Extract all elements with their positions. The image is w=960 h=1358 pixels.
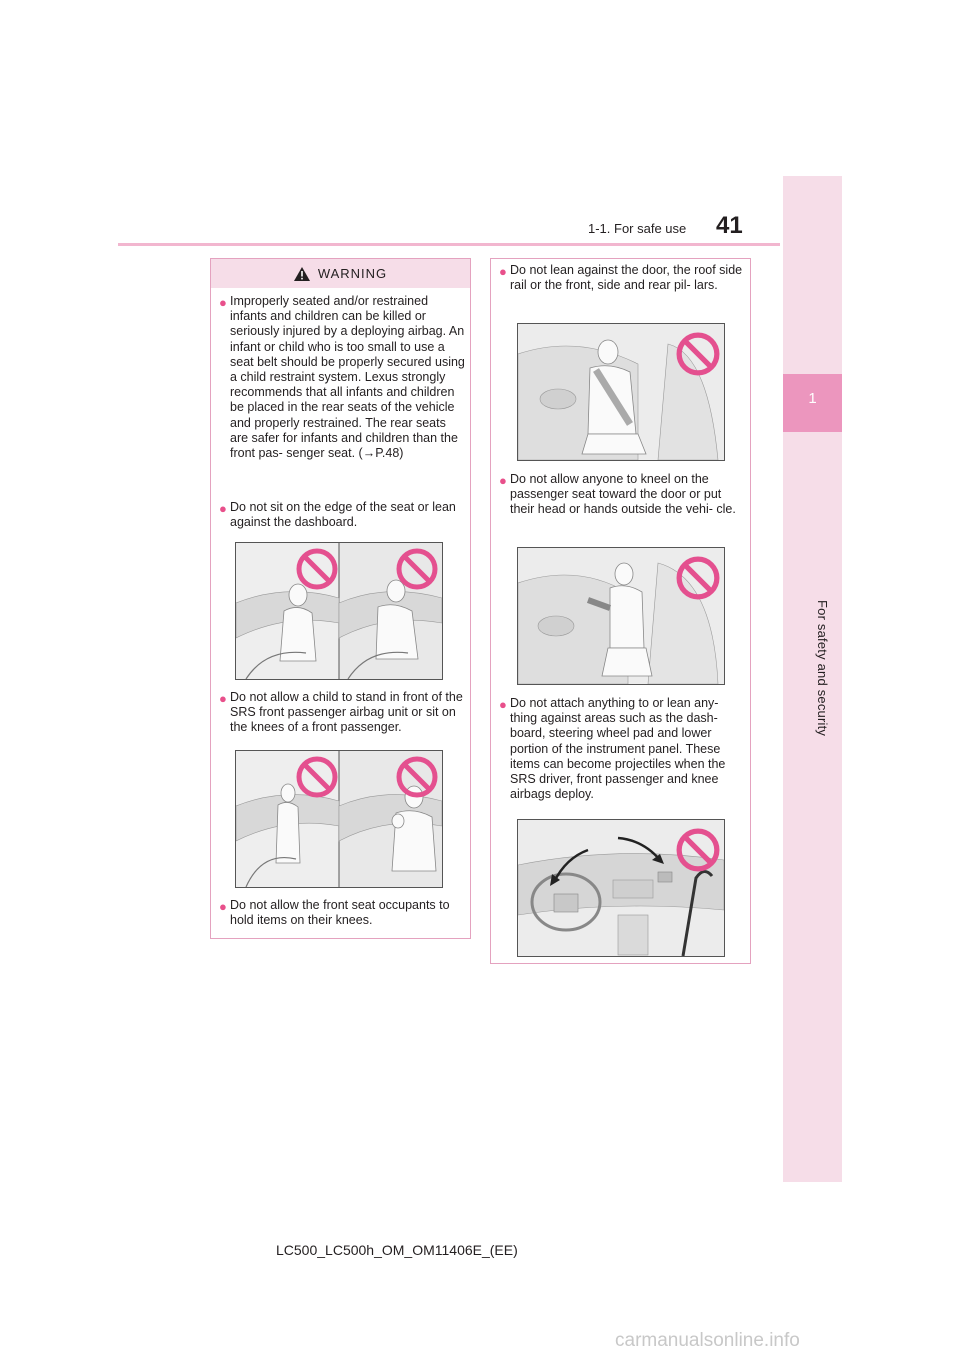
prohibited-icon <box>396 756 438 798</box>
warning-item-text: Do not sit on the edge of the seat or lean against the dashboard. <box>230 500 456 530</box>
illustration-kneeling-seat <box>517 547 725 685</box>
bullet-icon: ● <box>219 295 227 310</box>
warning-item <box>499 696 747 802</box>
prohibited-icon <box>296 548 338 590</box>
bullet-icon: ● <box>499 473 507 488</box>
document-code: LC500_LC500h_OM_OM11406E_(EE) <box>276 1242 518 1258</box>
bullet-icon: ● <box>499 264 507 279</box>
section-title: 1-1. For safe use <box>588 221 687 236</box>
illustration-child-front-seat <box>235 750 443 888</box>
bullet-icon: ● <box>219 501 227 516</box>
page-number: 41 <box>716 212 743 239</box>
warning-item <box>219 294 467 461</box>
chapter-title: For safety and security <box>815 600 830 737</box>
header-rule <box>118 243 780 246</box>
warning-item-text: Do not lean against the door, the roof side rail or the front, side and rear pil- lars. <box>510 263 743 293</box>
warning-item <box>219 500 467 530</box>
illustration-edge-of-seat <box>235 542 443 680</box>
warning-item-text: Do not allow anyone to kneel on the passenger seat toward the door or put their head or hands outside the vehi- cle. <box>510 472 736 517</box>
watermark: carmanualsonline.info <box>615 1330 800 1351</box>
warning-item-text: Improperly seated and/or restrained infants and children can be killed or seriously injured by a deploying airbag. An infant or child who is too small to use a seat belt should be properly secured using a child restraint system. Lexus strongly recommends that all infants and children be placed in the rear seats of the vehicle and properly restrained. The rear seats are safer for infants and children than the front pas- senger seat. (→P.48) <box>230 294 465 461</box>
chapter-number: 1 <box>808 390 817 407</box>
prohibited-icon <box>396 548 438 590</box>
prohibited-icon <box>676 556 720 600</box>
warning-item <box>499 263 747 293</box>
warning-item-text: Do not allow a child to stand in front of the SRS front passenger airbag unit or sit on the knees of a front passenger. <box>230 690 463 735</box>
bullet-icon: ● <box>219 899 227 914</box>
illustration-dashboard-items <box>517 819 725 957</box>
prohibited-icon <box>296 756 338 798</box>
bullet-icon: ● <box>219 691 227 706</box>
warning-item <box>499 472 747 518</box>
warning-box-continued <box>490 258 751 964</box>
warning-triangle-icon <box>294 267 310 281</box>
warning-item-text: Do not attach anything to or lean any- thing against areas such as the dash- board, steering wheel pad and lower portion of the instrument panel. These items can become projectiles when the SRS driver, front passenger and knee airbags deploy. <box>510 696 726 802</box>
prohibited-icon <box>676 332 720 376</box>
prohibited-icon <box>676 828 720 872</box>
warning-item <box>219 898 467 928</box>
warning-title: WARNING <box>317 266 388 281</box>
illustration-leaning-door <box>517 323 725 461</box>
warning-header <box>211 259 470 288</box>
warning-item <box>219 690 467 736</box>
warning-box <box>210 258 471 939</box>
bullet-icon: ● <box>499 697 507 712</box>
warning-item-text: Do not allow the front seat occupants to hold items on their knees. <box>230 898 450 928</box>
